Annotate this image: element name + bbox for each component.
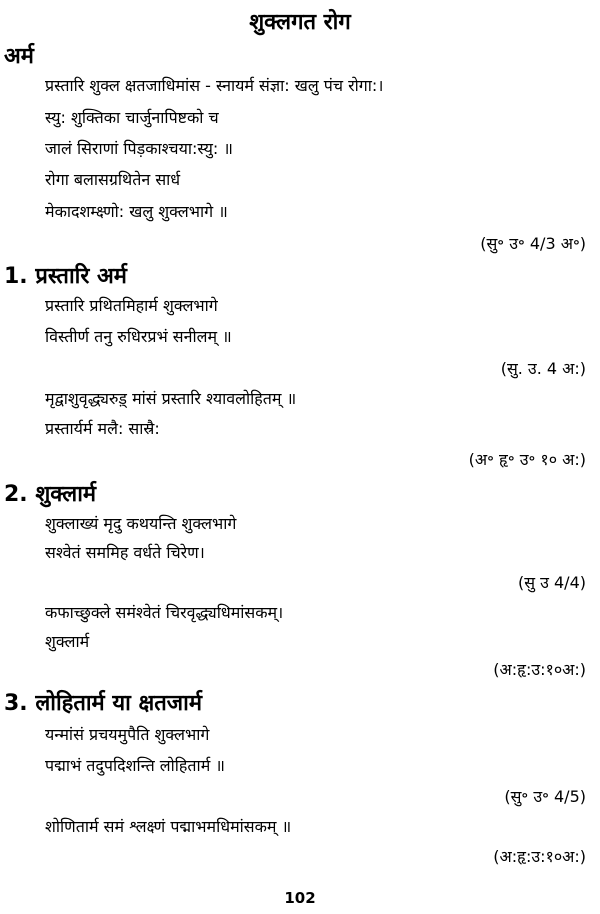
section-heading-prastari-arma: 1. प्रस्तारि अर्म	[4, 264, 127, 289]
reference-citation: (सु॰ उ॰ 4/5)	[504, 787, 586, 806]
section-heading-shuklarma: 2. शुक्लार्म	[4, 482, 97, 507]
verse-line: मृद्वाशुवृद्ध्यरुड़् मांसं प्रस्तारि श्यावलोहितम् ॥	[45, 389, 297, 408]
verse-line: विस्तीर्ण तनु रुधिरप्रभं सनीलम् ॥	[45, 327, 232, 346]
verse-line: यन्मांसं प्रचयमुपैति शुक्लभागे	[45, 725, 210, 744]
verse-line: शुक्लार्म	[45, 632, 90, 651]
section-heading-arma: अर्म	[4, 44, 34, 69]
verse-line: कफाच्छुक्ले समंश्वेतं चिरवृद्ध्यधिमांसकम्।	[45, 603, 284, 622]
section-heading-lohitarma: 3. लोहितार्म या क्षतजार्म	[4, 691, 202, 716]
verse-line: प्रस्तार्यर्म मलै: सास्रै:	[45, 419, 160, 438]
verse-line: सश्वेतं सममिह वर्धते चिरेण।	[45, 543, 205, 562]
verse-line: मेकादशम्क्ष्णो: खलु शुक्लभागे ॥	[45, 202, 228, 221]
page-number: 102	[284, 889, 316, 907]
verse-line: प्रस्तारि शुक्ल क्षतजाधिमांस - स्नायर्म संज्ञा: खलु पंच रोगा:।	[45, 76, 384, 95]
reference-citation: (सु. उ. 4 अ:)	[500, 359, 586, 378]
reference-citation: (अ:हृ:उ:१०अ:)	[493, 847, 586, 866]
verse-line: पद्माभं तदुपदिशन्ति लोहितार्म ॥	[45, 756, 225, 775]
reference-citation: (अ:हृ:उ:१०अ:)	[493, 660, 586, 679]
verse-line: रोगा बलासग्रथितेन सार्ध	[45, 170, 181, 189]
verse-line: स्यु: शुक्तिका चार्जुनापिष्टको च	[45, 108, 219, 127]
verse-line: जालं सिराणां पिड़काश्चया:स्यु: ॥	[45, 139, 233, 158]
verse-line: प्रस्तारि प्रथितमिहार्म शुक्लभागे	[45, 296, 218, 315]
reference-citation: (अ॰ हृ॰ उ॰ १० अ:)	[468, 450, 586, 469]
reference-citation: (सु उ 4/4)	[518, 573, 586, 592]
verse-line: शुक्लाख्यं मृदु कथयन्ति शुक्लभागे	[45, 514, 237, 533]
reference-citation: (सु॰ उ॰ 4/3 अ॰)	[480, 234, 586, 253]
verse-line: शोणितार्म समं श्लक्ष्णं पद्माभमधिमांसकम् ॥	[45, 817, 292, 836]
page-title: शुक्लगत रोग	[249, 10, 351, 35]
